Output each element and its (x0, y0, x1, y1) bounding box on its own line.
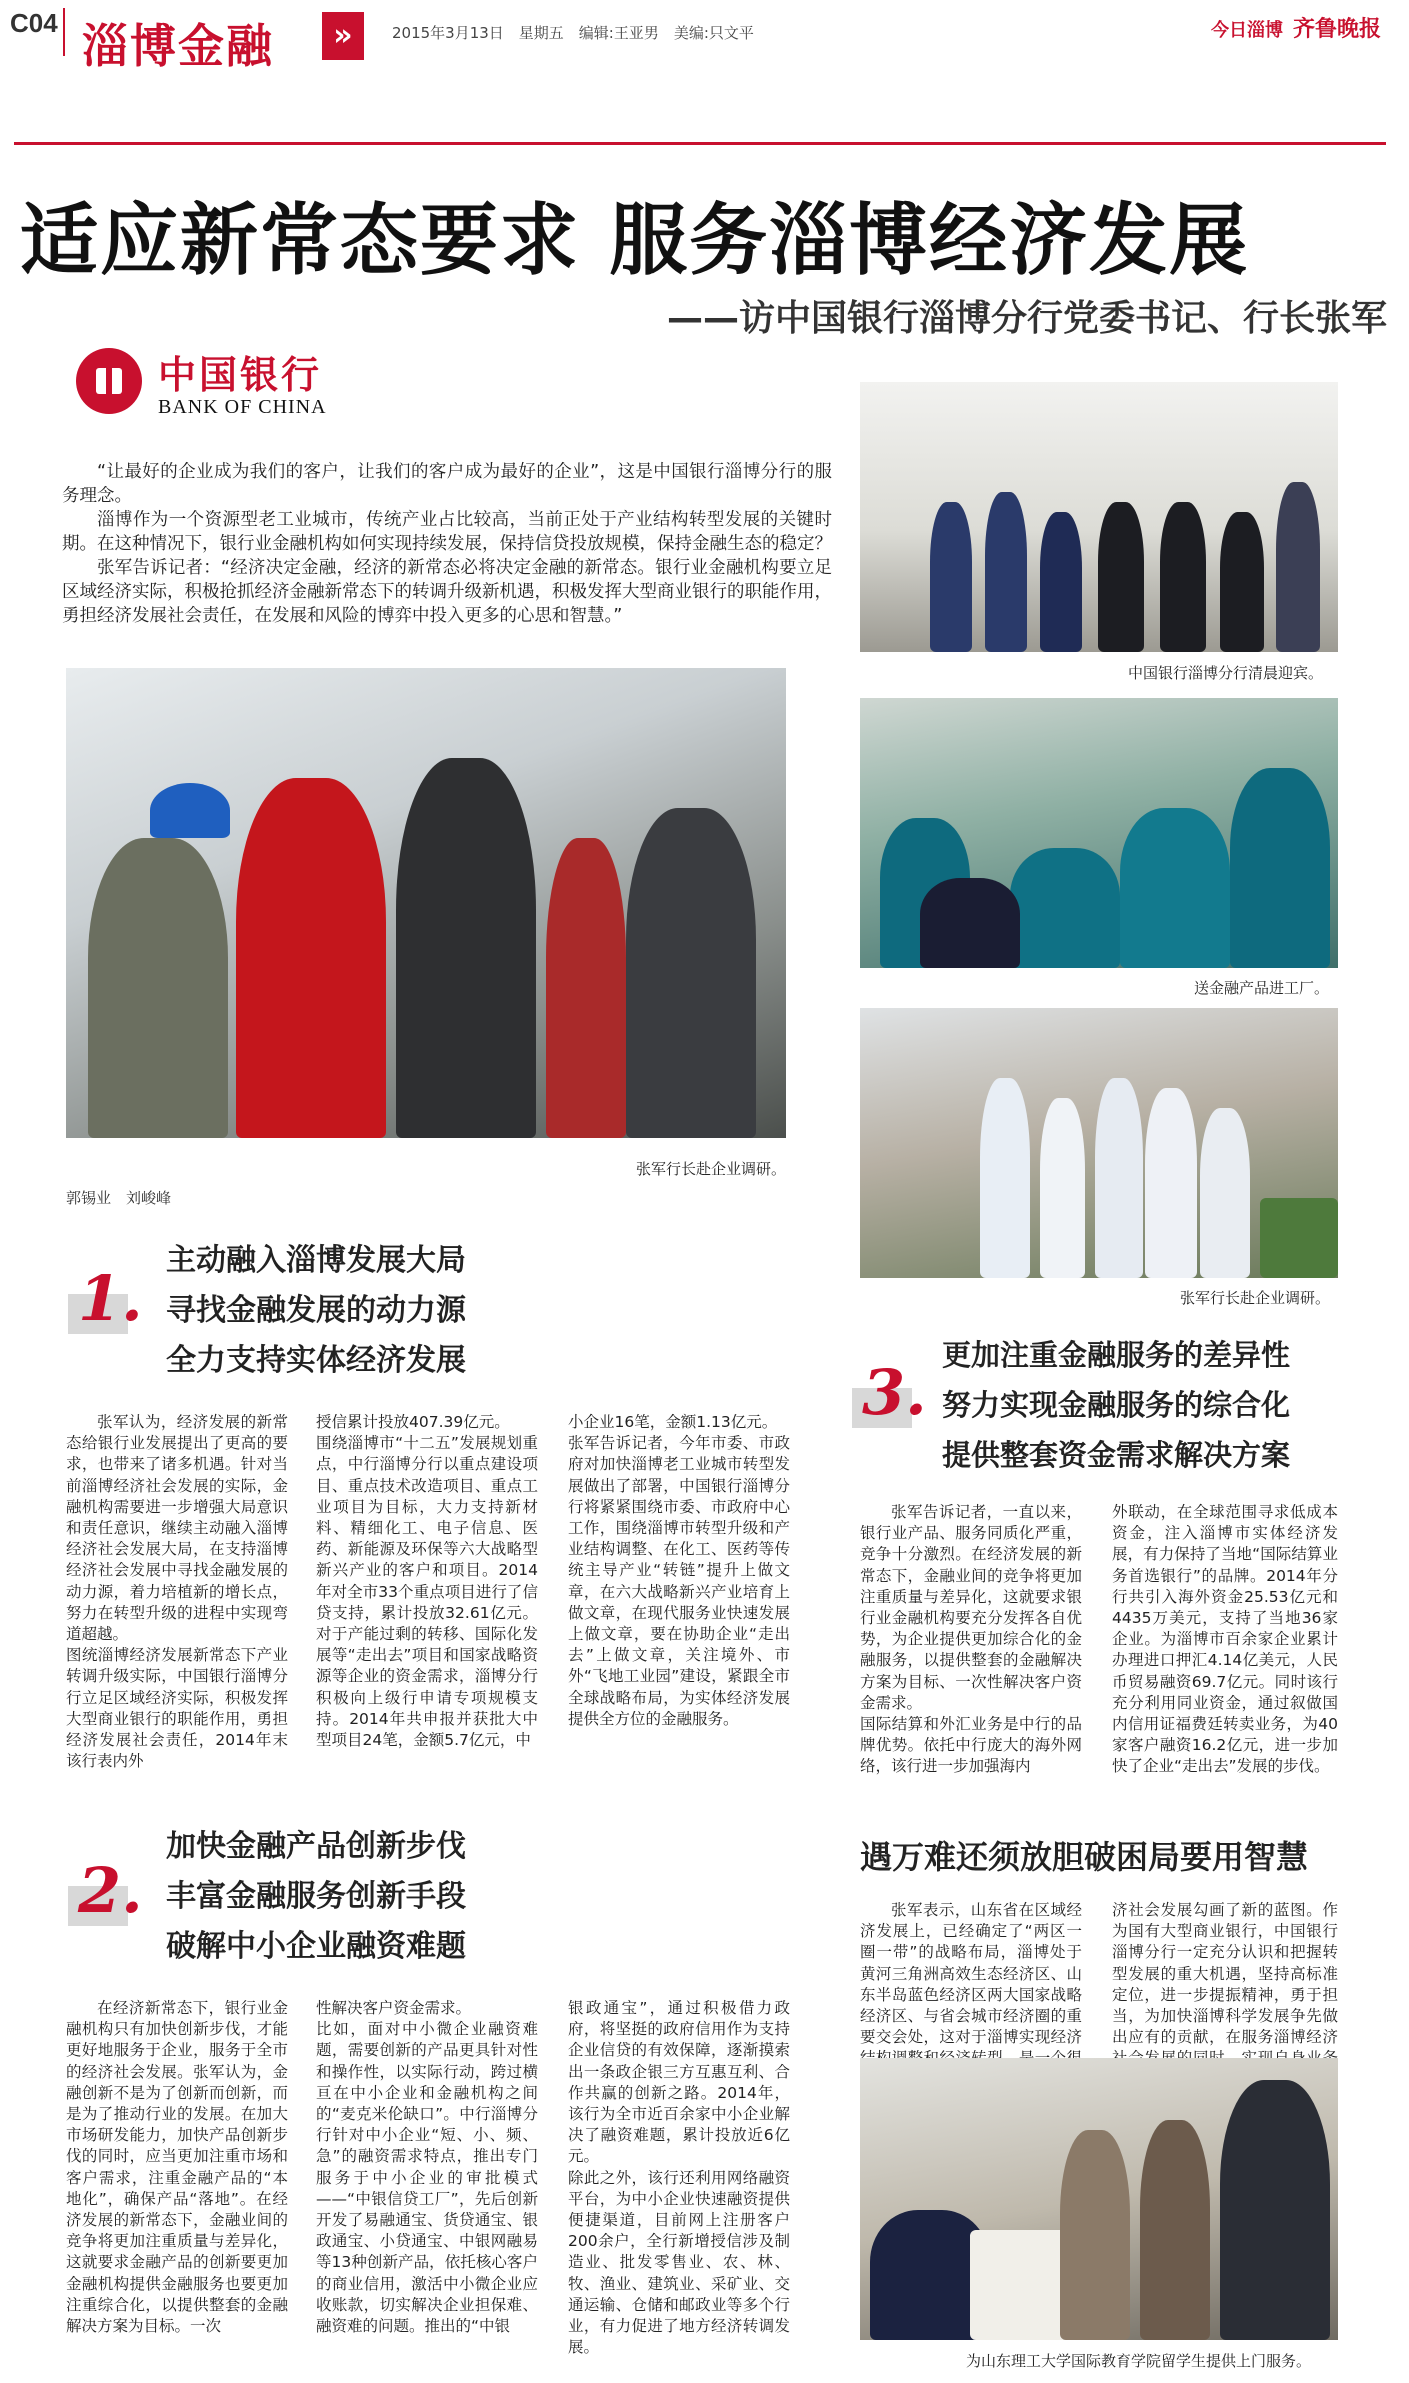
factory-photo (860, 698, 1338, 968)
section1-heading-line: 全力支持实体经济发展 (166, 1343, 466, 1378)
students-photo-caption: 为山东理工大学国际教育学院留学生提供上门服务。 (966, 2352, 1312, 2370)
section2-col2: 性解决客户资金需求。 比如，面对中小微企业融资难题，需要创新的产品更具针对性和操作性，以实际行动，跨过横亘在中小企业和金融机构之间的“麦克米伦缺口”。中行淄博分行针对中小企业“短、小、频、急”的融资需求特点，推出专门服务于中小企业的审批模式——“中银信贷工厂”，先后创新开发了易融通宝、货贷通宝、银政通宝、小贷通宝、中银网融易等13种创新产品，依托核心客户的商业信用，激活中小微企业应收账款，切实解决企业担保难、融资难的问题。推出的“中银 (316, 1999, 538, 2336)
section1-heading-line: 寻找金融发展的动力源 (166, 1293, 466, 1328)
section2-heading-line: 丰富金融服务创新手段 (166, 1879, 466, 1914)
section1-heading (166, 1236, 466, 1386)
issue-meta: 2015年3月13日 星期五 编辑:王亚男 美编:只文平 (392, 24, 754, 42)
byline: 郭锡业 刘峻峰 (66, 1189, 172, 1207)
section4-col2: 济社会发展勾画了新的蓝图。作为国有大型商业银行，中国银行淄博分行一定充分认识和把握转型发展的重大机遇，坚持高标准定位，进一步提振精神，勇于担当，为加快淄博科学发展争先做出应有的贡献，在服务淄博经济 (1112, 1901, 1338, 2047)
header-rule (14, 142, 1386, 145)
brand-sub: 今日淄博 (1210, 20, 1283, 41)
newspaper-brand (1211, 12, 1381, 43)
subtitle: ——访中国银行淄博分行党委书记、行长张军 (666, 298, 1387, 339)
page-number: C04 (10, 8, 58, 38)
logo-chinese-name: 中国银行 (158, 352, 323, 397)
section1-col2: 授信累计投放407.39亿元。 围绕淄博市“十二五”发展规划重点，中行淄博分行以重点建设项目、重点技术改造项目、重点工业项目为目标，大力支持新材料、精细化工、电子信息、医药、新能源及环保等六大战略型新兴产业的客户和项目。2014年对全市33个重点项目进行了信贷支持，累计投放32.61亿元。对于产能过剩的转移、国际化发展等“走出去”项目和国家战略资源等企业的资金需求，淄博分行积极向上级行申请专项规模支持。2014年共申报并获批大中型项目24笔，金额5.7亿元，中 (316, 1413, 538, 1750)
intro-text (62, 460, 832, 628)
boc-emblem-icon (76, 348, 142, 414)
greeting-photo-caption: 中国银行淄博分行清晨迎宾。 (1128, 664, 1324, 682)
visit-photo (860, 1008, 1338, 1278)
section1-number: 1. (78, 1262, 143, 1335)
main-photo (66, 668, 786, 1138)
section3-heading-line: 更加注重金融服务的差异性 (942, 1338, 1291, 1372)
section-arrow-icon: » (322, 12, 364, 60)
section1-heading-line: 主动融入淄博发展大局 (166, 1243, 466, 1278)
section-title: 淄博金融 (82, 19, 274, 73)
factory-photo-caption: 送金融产品进工厂。 (1194, 979, 1330, 997)
section2-col3: 银政通宝”，通过积极借力政府，将坚挺的政府信用作为支持企业信贷的有效保障，逐渐摸索出一条政企银三方互惠互利、合作共赢的创新之路。2014年，该行为全市近百余家中小企业解决了融资难题，累计投放近6亿元。 除此之外，该行还利用网络融资平台，为中小企业快速融资提供便捷渠道，目前网上注册客户200余户，全行新增授信涉及制造业、批发零售业、农、林、牧、渔业、建筑业、采矿业、交通运输、仓储和邮政业等多个行业，有力促进了地方经济转调发展。 (568, 1999, 790, 2357)
section2-heading-line: 加快金融产品创新步伐 (166, 1829, 466, 1864)
headline: 适应新常态要求 服务淄博经济发展 (20, 196, 1250, 286)
section2-heading (166, 1822, 466, 1972)
intro-paragraph: 淄博作为一个资源型老工业城市，传统产业占比较高，当前正处于产业结构转型发展的关键时期。在这种情况下，银行业金融机构如何实现持续发展，保持信贷投放规模，保持金融生态的稳定？ (62, 510, 832, 554)
logo-english-name: BANK OF CHINA (158, 396, 327, 418)
section3-heading-line: 努力实现金融服务的综合化 (942, 1388, 1291, 1422)
intro-paragraph: 张军告诉记者：“经济决定金融，经济的新常态必将决定金融的新常态。银行业金融机构要立足区域经济实际，积极抢抓经济金融新常态下的转调升级新机遇，积极发挥大型商业银行的职能作用，勇担经济发展社会责任，在发展和风险的博弈中投入更多的心思和智慧。” (62, 558, 832, 626)
visit-photo-caption: 张军行长赴企业调研。 (1180, 1289, 1331, 1307)
students-photo (860, 2058, 1338, 2340)
greeting-photo (860, 382, 1338, 652)
bank-of-china-logo (72, 344, 352, 424)
section4-heading: 遇万难还须放胆破困局要用智慧 (860, 1838, 1309, 1876)
section1-col1: 张军认为，经济发展的新常态给银行业发展提出了更高的要求，也带来了诸多机遇。针对当前淄博经济社会发展的实际，金融机构需要进一步增强大局意识和责任意识，继续主动融入淄博经济社会发展大局，在支持淄博经济社会发展中寻找金融发展的动力源，着力培植新的增长点，努力在转型升级的进程中实现弯道超越。 图统淄博经济发展新常态下产业转调升级实际，中国银行淄博分行立足区域经济实际，积极发挥大型商业银行的职能作用，勇担经济发展社会责任，2014年末该行表内外 (66, 1413, 288, 1771)
header-divider (63, 8, 65, 56)
section1-col3: 小企业16笔，金额1.13亿元。 张军告诉记者，今年市委、市政府对加快淄博老工业城市转型发展做出了部署，中国银行淄博分行将紧紧围绕市委、市政府中心工作，围绕淄博市转型升级和产业结构调整、在化工、医药等传统主导产业“转链”提升上做文章，在六大战略新兴产业培育上做文章，在现代服务业快速发展上做文章，要在协助企业“走出去”上做文章，关注境外、市外“飞地工业园”建设，紧跟全市全球战略布局，为实体经济发展提供全方位的金融服务。 (568, 1413, 790, 1728)
section3-heading (942, 1330, 1290, 1480)
section2-heading-line: 破解中小企业融资难题 (166, 1929, 466, 1964)
section2-col1: 在经济新常态下，银行业金融机构只有加快创新步伐，才能更好地服务于企业，服务于全市的经济社会发展。张军认为，金融创新不是为了创新而创新，而是为了推动行业的发展。在加大市场研发能力，加快产品创新步伐的同时，应当更加注重市场和客户需求，注重金融产品的“本地化”，确保产品“落地”。在经济发展的新常态下，金融业间的竞争将更加注重质量与差异化，这就要求金融产品的创新要更加金融机构提供金融服务也要更加注重综合化，以提供整套的金融解决方案为目标。一次 (66, 1999, 288, 2336)
section3-col1: 张军告诉记者，一直以来，银行业产品、服务同质化严重，竞争十分激烈。在经济发展的新常态下，金融业间的竞争将更加注重质量与差异化，这就要求银行业金融机构要充分发挥各自优势，为企业提供更加综合化的金融服务，以提供整套的金融解决方案为目标、一次性解决客户资金需求。 国际结算和外汇业务是中行的品牌优势。依托中行庞大的海外网络，该行进一步加强海内 (860, 1503, 1082, 1776)
brand-name: 齐鲁晚报 (1292, 17, 1381, 42)
section3-number: 3. (862, 1356, 927, 1429)
section4-col1: 张军表示，山东省在区域经济发展上，已经确定了“两区一圈一带”的战略布局，淄博处于黄河三角洲高效生态经济区、山东半岛蓝色经济区两大国家战略经济区、与省会城市经济圈的重要交会处，这对于淄博实现经济 (860, 1901, 1082, 2047)
main-photo-caption: 张军行长赴企业调研。 (636, 1160, 787, 1178)
section2-number: 2. (78, 1854, 143, 1927)
intro-paragraph: “让最好的企业成为我们的客户，让我们的客户成为最好的企业”，这是中国银行淄博分行的服务理念。 (62, 462, 832, 506)
section3-col2: 外联动，在全球范围寻求低成本资金，注入淄博市实体经济发展，有力保持了当地“国际结算业务首选银行”的品牌。2014年分行共引入海外资金25.53亿元和4435万美元，支持了当地36家企业。为淄博市百余家企业累计办理进口押汇4.14亿美元，人民币贸易融资69.7亿元。同时该行充分利用同业资金，通过叙做国内信用证福费廷转卖业务，为40家客户融资16.2亿元，进一步加快了企业“走出去”发展的步伐。 (1112, 1503, 1338, 1776)
section3-heading-line: 提供整套资金需求解决方案 (942, 1438, 1291, 1472)
